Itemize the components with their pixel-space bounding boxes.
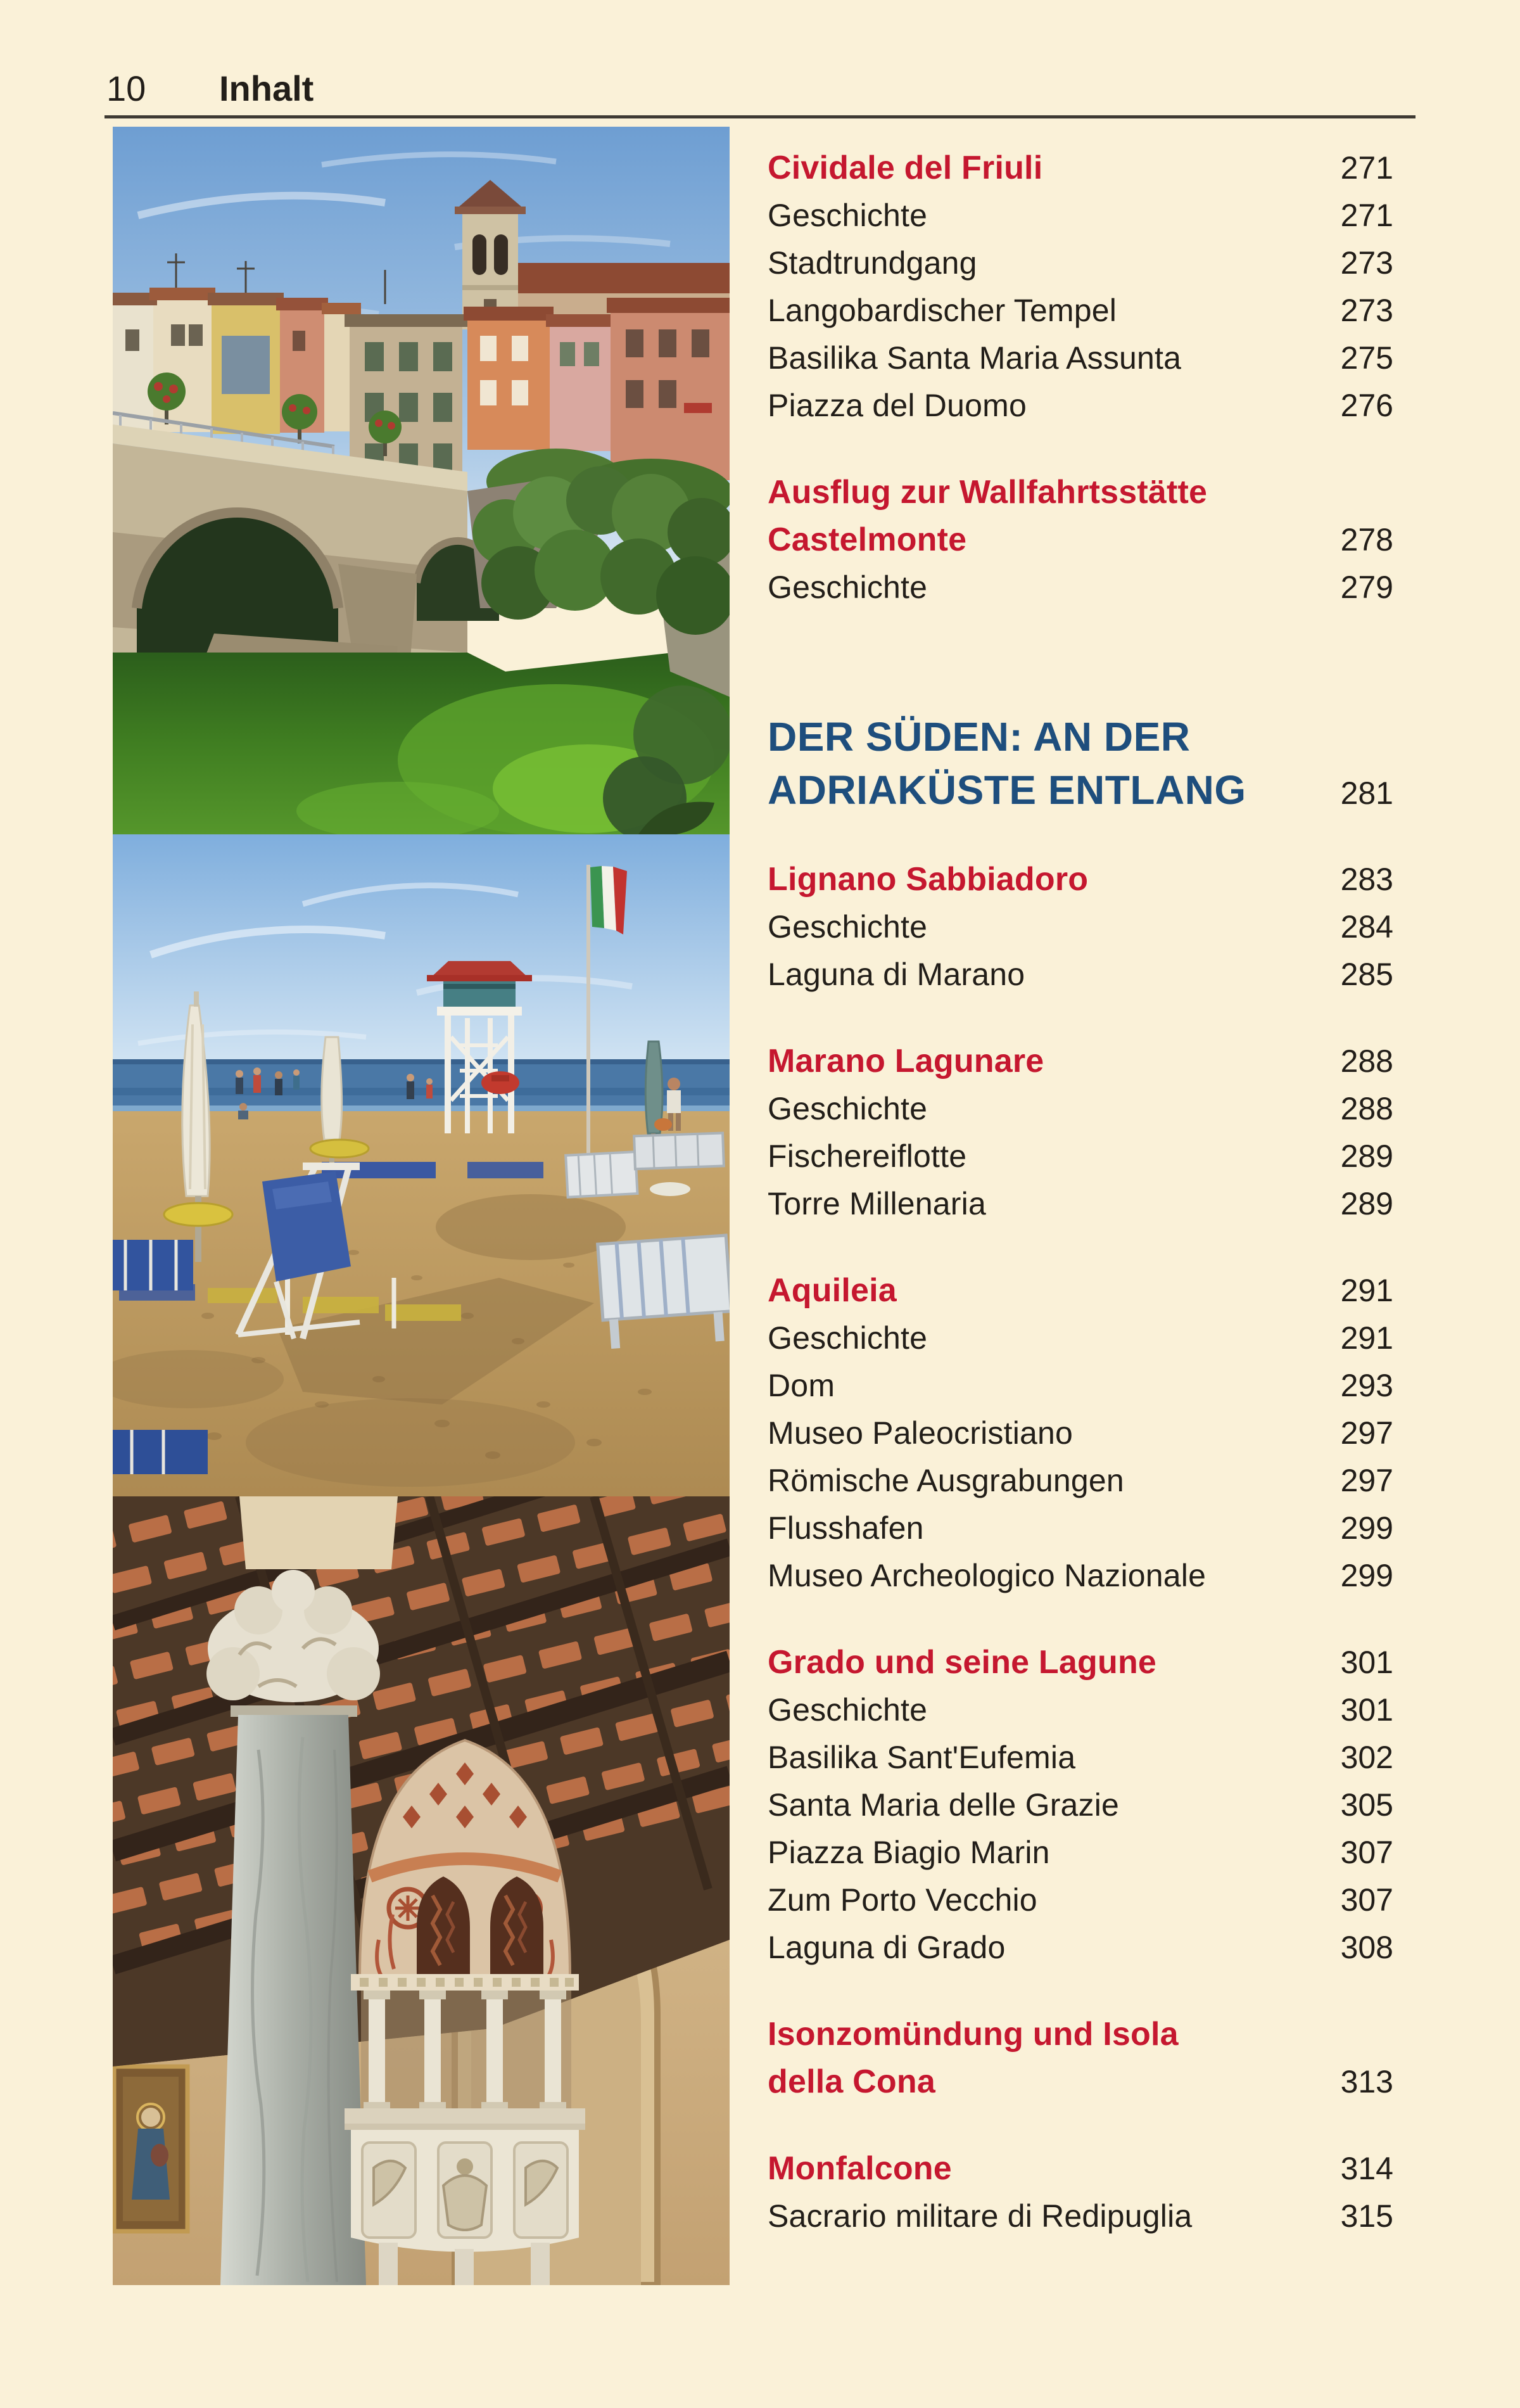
toc-section xyxy=(768,856,1393,998)
cividale-bridge-illustration xyxy=(113,127,730,834)
toc-entry-page-number: 271 xyxy=(1340,198,1393,233)
toc-entry-label: Museo Archeologico Nazionale xyxy=(768,1558,1206,1593)
toc-entry-label: Dom xyxy=(768,1368,835,1403)
toc-entry-label: Römische Ausgrabungen xyxy=(768,1463,1124,1498)
toc-title-page-number: 278 xyxy=(1340,522,1393,557)
toc-entry xyxy=(768,1876,1393,1924)
toc-entry-page-number: 288 xyxy=(1340,1091,1393,1126)
toc-entry-page-number: 289 xyxy=(1340,1138,1393,1174)
toc-chapter-title-line xyxy=(768,1267,1393,1315)
toc-entry xyxy=(768,903,1393,951)
toc-chapter-title-text: Grado und seine Lagune xyxy=(768,1644,1157,1681)
toc-chapter-title-line xyxy=(768,2011,1393,2058)
toc-part-title-line xyxy=(768,710,1393,763)
toc-chapter-title-line xyxy=(768,2058,1393,2106)
toc-entry xyxy=(768,1457,1393,1505)
toc-entry xyxy=(768,1133,1393,1180)
toc-section xyxy=(768,2011,1393,2106)
toc-section xyxy=(768,1038,1393,1228)
toc-title-page-number: 283 xyxy=(1340,862,1393,897)
toc-section xyxy=(768,469,1393,611)
toc-entry-page-number: 305 xyxy=(1340,1787,1393,1823)
toc-section xyxy=(768,1267,1393,1600)
toc-section xyxy=(768,144,1393,430)
header-rule xyxy=(104,115,1416,118)
toc-entry-label: Geschichte xyxy=(768,909,928,945)
toc-entry xyxy=(768,1180,1393,1228)
toc-chapter-title-text: Ausflug zur Wallfahrtsstätte xyxy=(768,474,1208,511)
toc-entry xyxy=(768,192,1393,239)
lignano-beach-illustration xyxy=(113,834,730,1496)
toc-entry xyxy=(768,1552,1393,1600)
toc-title-page-number: 301 xyxy=(1340,1645,1393,1680)
toc-entry xyxy=(768,1829,1393,1876)
toc-part-title-text: ADRIAKÜSTE ENTLANG xyxy=(768,767,1246,813)
lignano-beach-photo xyxy=(113,834,730,1496)
toc-title-page-number: 291 xyxy=(1340,1273,1393,1308)
toc-entry-page-number: 273 xyxy=(1340,245,1393,281)
toc-entry xyxy=(768,1781,1393,1829)
toc-entry-label: Geschichte xyxy=(768,1320,928,1356)
toc-chapter-title-text: Aquileia xyxy=(768,1272,897,1309)
toc-entry xyxy=(768,564,1393,611)
toc-entry-label: Laguna di Marano xyxy=(768,957,1025,992)
toc-entry-label: Basilika Sant'Eufemia xyxy=(768,1740,1076,1775)
table-of-contents xyxy=(768,127,1393,2240)
toc-entry xyxy=(768,1362,1393,1410)
toc-chapter-title-line xyxy=(768,144,1393,192)
toc-chapter-title-line xyxy=(768,856,1393,903)
toc-entry-page-number: 297 xyxy=(1340,1415,1393,1451)
toc-entry xyxy=(768,1315,1393,1362)
toc-entry-label: Langobardischer Tempel xyxy=(768,293,1117,328)
photo-column xyxy=(113,127,730,2285)
toc-chapter-title-text: Lignano Sabbiadoro xyxy=(768,861,1089,898)
toc-entry-label: Sacrario militare di Redipuglia xyxy=(768,2198,1193,2234)
toc-part xyxy=(768,710,1393,817)
toc-chapter-title-text: Castelmonte xyxy=(768,521,967,558)
toc-entry-page-number: 276 xyxy=(1340,388,1393,423)
toc-title-page-number: 288 xyxy=(1340,1043,1393,1079)
toc-entry xyxy=(768,287,1393,334)
toc-entry-label: Zum Porto Vecchio xyxy=(768,1882,1037,1918)
toc-entry-label: Geschichte xyxy=(768,570,928,605)
toc-entry-label: Museo Paleocristiano xyxy=(768,1415,1074,1451)
toc-entry-page-number: 299 xyxy=(1340,1510,1393,1546)
toc-part-title-line xyxy=(768,763,1393,817)
toc-entry xyxy=(768,1410,1393,1457)
toc-entry-page-number: 297 xyxy=(1340,1463,1393,1498)
toc-entry-page-number: 279 xyxy=(1340,570,1393,605)
toc-entry-page-number: 285 xyxy=(1340,957,1393,992)
toc-title-page-number: 313 xyxy=(1340,2064,1393,2099)
toc-chapter-title-text: Monfalcone xyxy=(768,2150,952,2187)
toc-entry xyxy=(768,1924,1393,1972)
toc-chapter-title-line xyxy=(768,1639,1393,1686)
toc-entry xyxy=(768,1085,1393,1133)
toc-chapter-title-text: Isonzomündung und Isola xyxy=(768,2016,1179,2053)
toc-entry xyxy=(768,951,1393,998)
toc-entry-label: Santa Maria delle Grazie xyxy=(768,1787,1120,1823)
toc-entry xyxy=(768,1686,1393,1734)
toc-title-page-number: 271 xyxy=(1340,150,1393,186)
toc-chapter-title-line xyxy=(768,1038,1393,1085)
toc-entry-label: Stadtrundgang xyxy=(768,245,977,281)
church-pulpit-photo xyxy=(113,1496,730,2285)
toc-entry-label: Geschichte xyxy=(768,1692,928,1728)
toc-entry-page-number: 301 xyxy=(1340,1692,1393,1728)
toc-title-page-number: 314 xyxy=(1340,2151,1393,2186)
toc-entry-page-number: 293 xyxy=(1340,1368,1393,1403)
toc-entry-label: Basilika Santa Maria Assunta xyxy=(768,340,1182,376)
toc-entry-page-number: 284 xyxy=(1340,909,1393,945)
toc-chapter-title-text: Marano Lagunare xyxy=(768,1043,1044,1080)
toc-entry-label: Piazza del Duomo xyxy=(768,388,1027,423)
toc-entry xyxy=(768,382,1393,430)
toc-entry-page-number: 315 xyxy=(1340,2198,1393,2234)
toc-section xyxy=(768,1639,1393,1972)
toc-entry-label: Geschichte xyxy=(768,1091,928,1126)
toc-entry xyxy=(768,239,1393,287)
toc-entry-label: Geschichte xyxy=(768,198,928,233)
cividale-bridge-photo xyxy=(113,127,730,834)
toc-entry-label: Fischereiflotte xyxy=(768,1138,967,1174)
toc-entry-label: Torre Millenaria xyxy=(768,1186,986,1221)
page-number: 10 xyxy=(106,68,146,108)
toc-entry-label: Flusshafen xyxy=(768,1510,924,1546)
toc-entry-page-number: 289 xyxy=(1340,1186,1393,1221)
toc-entry-label: Piazza Biagio Marin xyxy=(768,1835,1050,1870)
toc-title-page-number: 281 xyxy=(1340,775,1393,811)
toc-entry-page-number: 302 xyxy=(1340,1740,1393,1775)
toc-entry xyxy=(768,1734,1393,1781)
toc-entry xyxy=(768,334,1393,382)
church-pulpit-illustration xyxy=(113,1496,730,2285)
page-title: Inhalt xyxy=(219,68,314,108)
toc-entry-page-number: 273 xyxy=(1340,293,1393,328)
toc-entry-label: Laguna di Grado xyxy=(768,1930,1006,1965)
toc-part-title-text: DER SÜDEN: AN DER xyxy=(768,714,1191,760)
toc-entry xyxy=(768,1505,1393,1552)
toc-entry-page-number: 307 xyxy=(1340,1835,1393,1870)
toc-section xyxy=(768,2145,1393,2240)
toc-entry-page-number: 275 xyxy=(1340,340,1393,376)
toc-entry-page-number: 308 xyxy=(1340,1930,1393,1965)
toc-entry-page-number: 307 xyxy=(1340,1882,1393,1918)
toc-chapter-title-line xyxy=(768,516,1393,564)
toc-chapter-title-line xyxy=(768,469,1393,516)
toc-entry-page-number: 299 xyxy=(1340,1558,1393,1593)
toc-entry xyxy=(768,2193,1393,2240)
toc-chapter-title-text: della Cona xyxy=(768,2063,935,2100)
toc-chapter-title-line xyxy=(768,2145,1393,2193)
toc-chapter-title-text: Cividale del Friuli xyxy=(768,150,1043,186)
toc-entry-page-number: 291 xyxy=(1340,1320,1393,1356)
